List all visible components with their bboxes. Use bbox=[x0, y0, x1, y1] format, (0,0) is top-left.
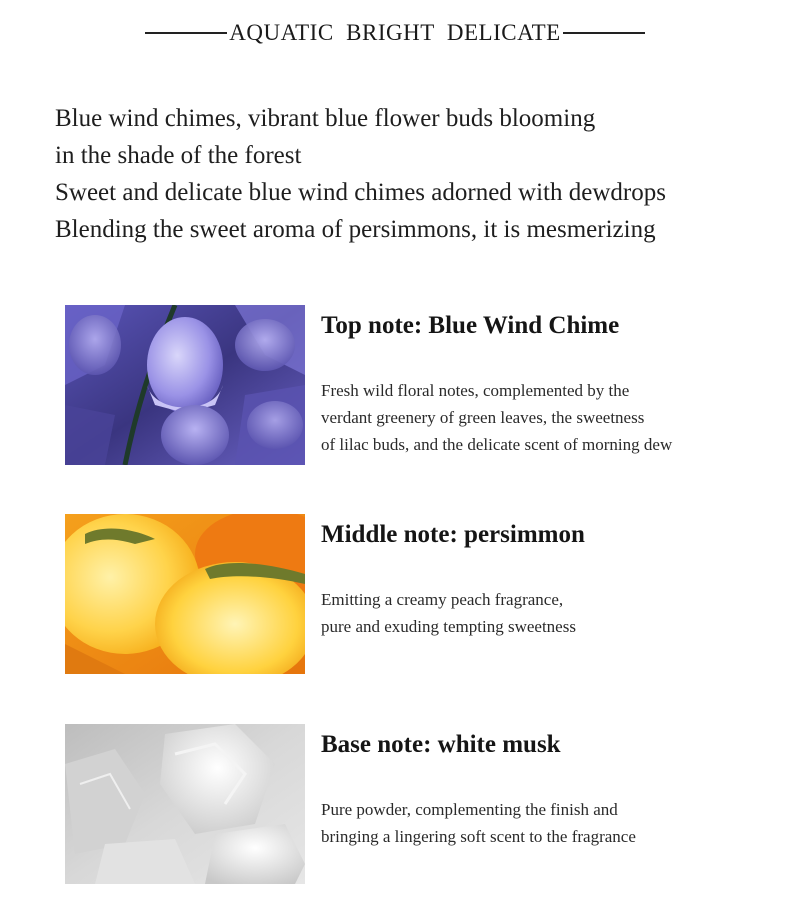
section-header bbox=[0, 18, 790, 48]
white-crystals-photo bbox=[65, 724, 305, 884]
base-note-text bbox=[321, 724, 771, 850]
description-line: verdant greenery of green leaves, the sweetness bbox=[321, 408, 645, 427]
top-note-text bbox=[321, 305, 771, 458]
base-note-section bbox=[65, 724, 765, 886]
description-line: bringing a lingering soft scent to the fragrance bbox=[321, 827, 636, 846]
middle-note-section bbox=[65, 514, 765, 676]
intro-line: Blue wind chimes, vibrant blue flower buds blooming bbox=[55, 105, 596, 132]
base-note-description bbox=[321, 796, 771, 850]
middle-note-text bbox=[321, 514, 771, 640]
description-line: Pure powder, complementing the finish and bbox=[321, 800, 618, 819]
header-left-rule bbox=[145, 32, 227, 34]
bluebell-flowers-photo bbox=[65, 305, 305, 465]
persimmon-halves-photo bbox=[65, 514, 305, 674]
top-note-section bbox=[65, 305, 765, 467]
top-note-description bbox=[321, 377, 771, 458]
intro-paragraph bbox=[55, 100, 775, 248]
base-note-heading: Base note: white musk bbox=[321, 731, 561, 758]
intro-line: Sweet and delicate blue wind chimes adorned with dewdrops bbox=[55, 179, 666, 206]
header-title: AQUATIC BRIGHT DELICATE bbox=[229, 20, 561, 45]
intro-line: in the shade of the forest bbox=[55, 142, 302, 169]
intro-line: Blending the sweet aroma of persimmons, it is mesmerizing bbox=[55, 216, 656, 243]
description-line: Fresh wild floral notes, complemented by the bbox=[321, 381, 630, 400]
description-line: Emitting a creamy peach fragrance, bbox=[321, 590, 564, 609]
top-note-heading: Top note: Blue Wind Chime bbox=[321, 312, 620, 339]
middle-note-description bbox=[321, 586, 771, 640]
header-right-rule bbox=[563, 32, 645, 34]
middle-note-heading: Middle note: persimmon bbox=[321, 521, 585, 548]
description-line: of lilac buds, and the delicate scent of morning dew bbox=[321, 435, 673, 454]
description-line: pure and exuding tempting sweetness bbox=[321, 617, 576, 636]
